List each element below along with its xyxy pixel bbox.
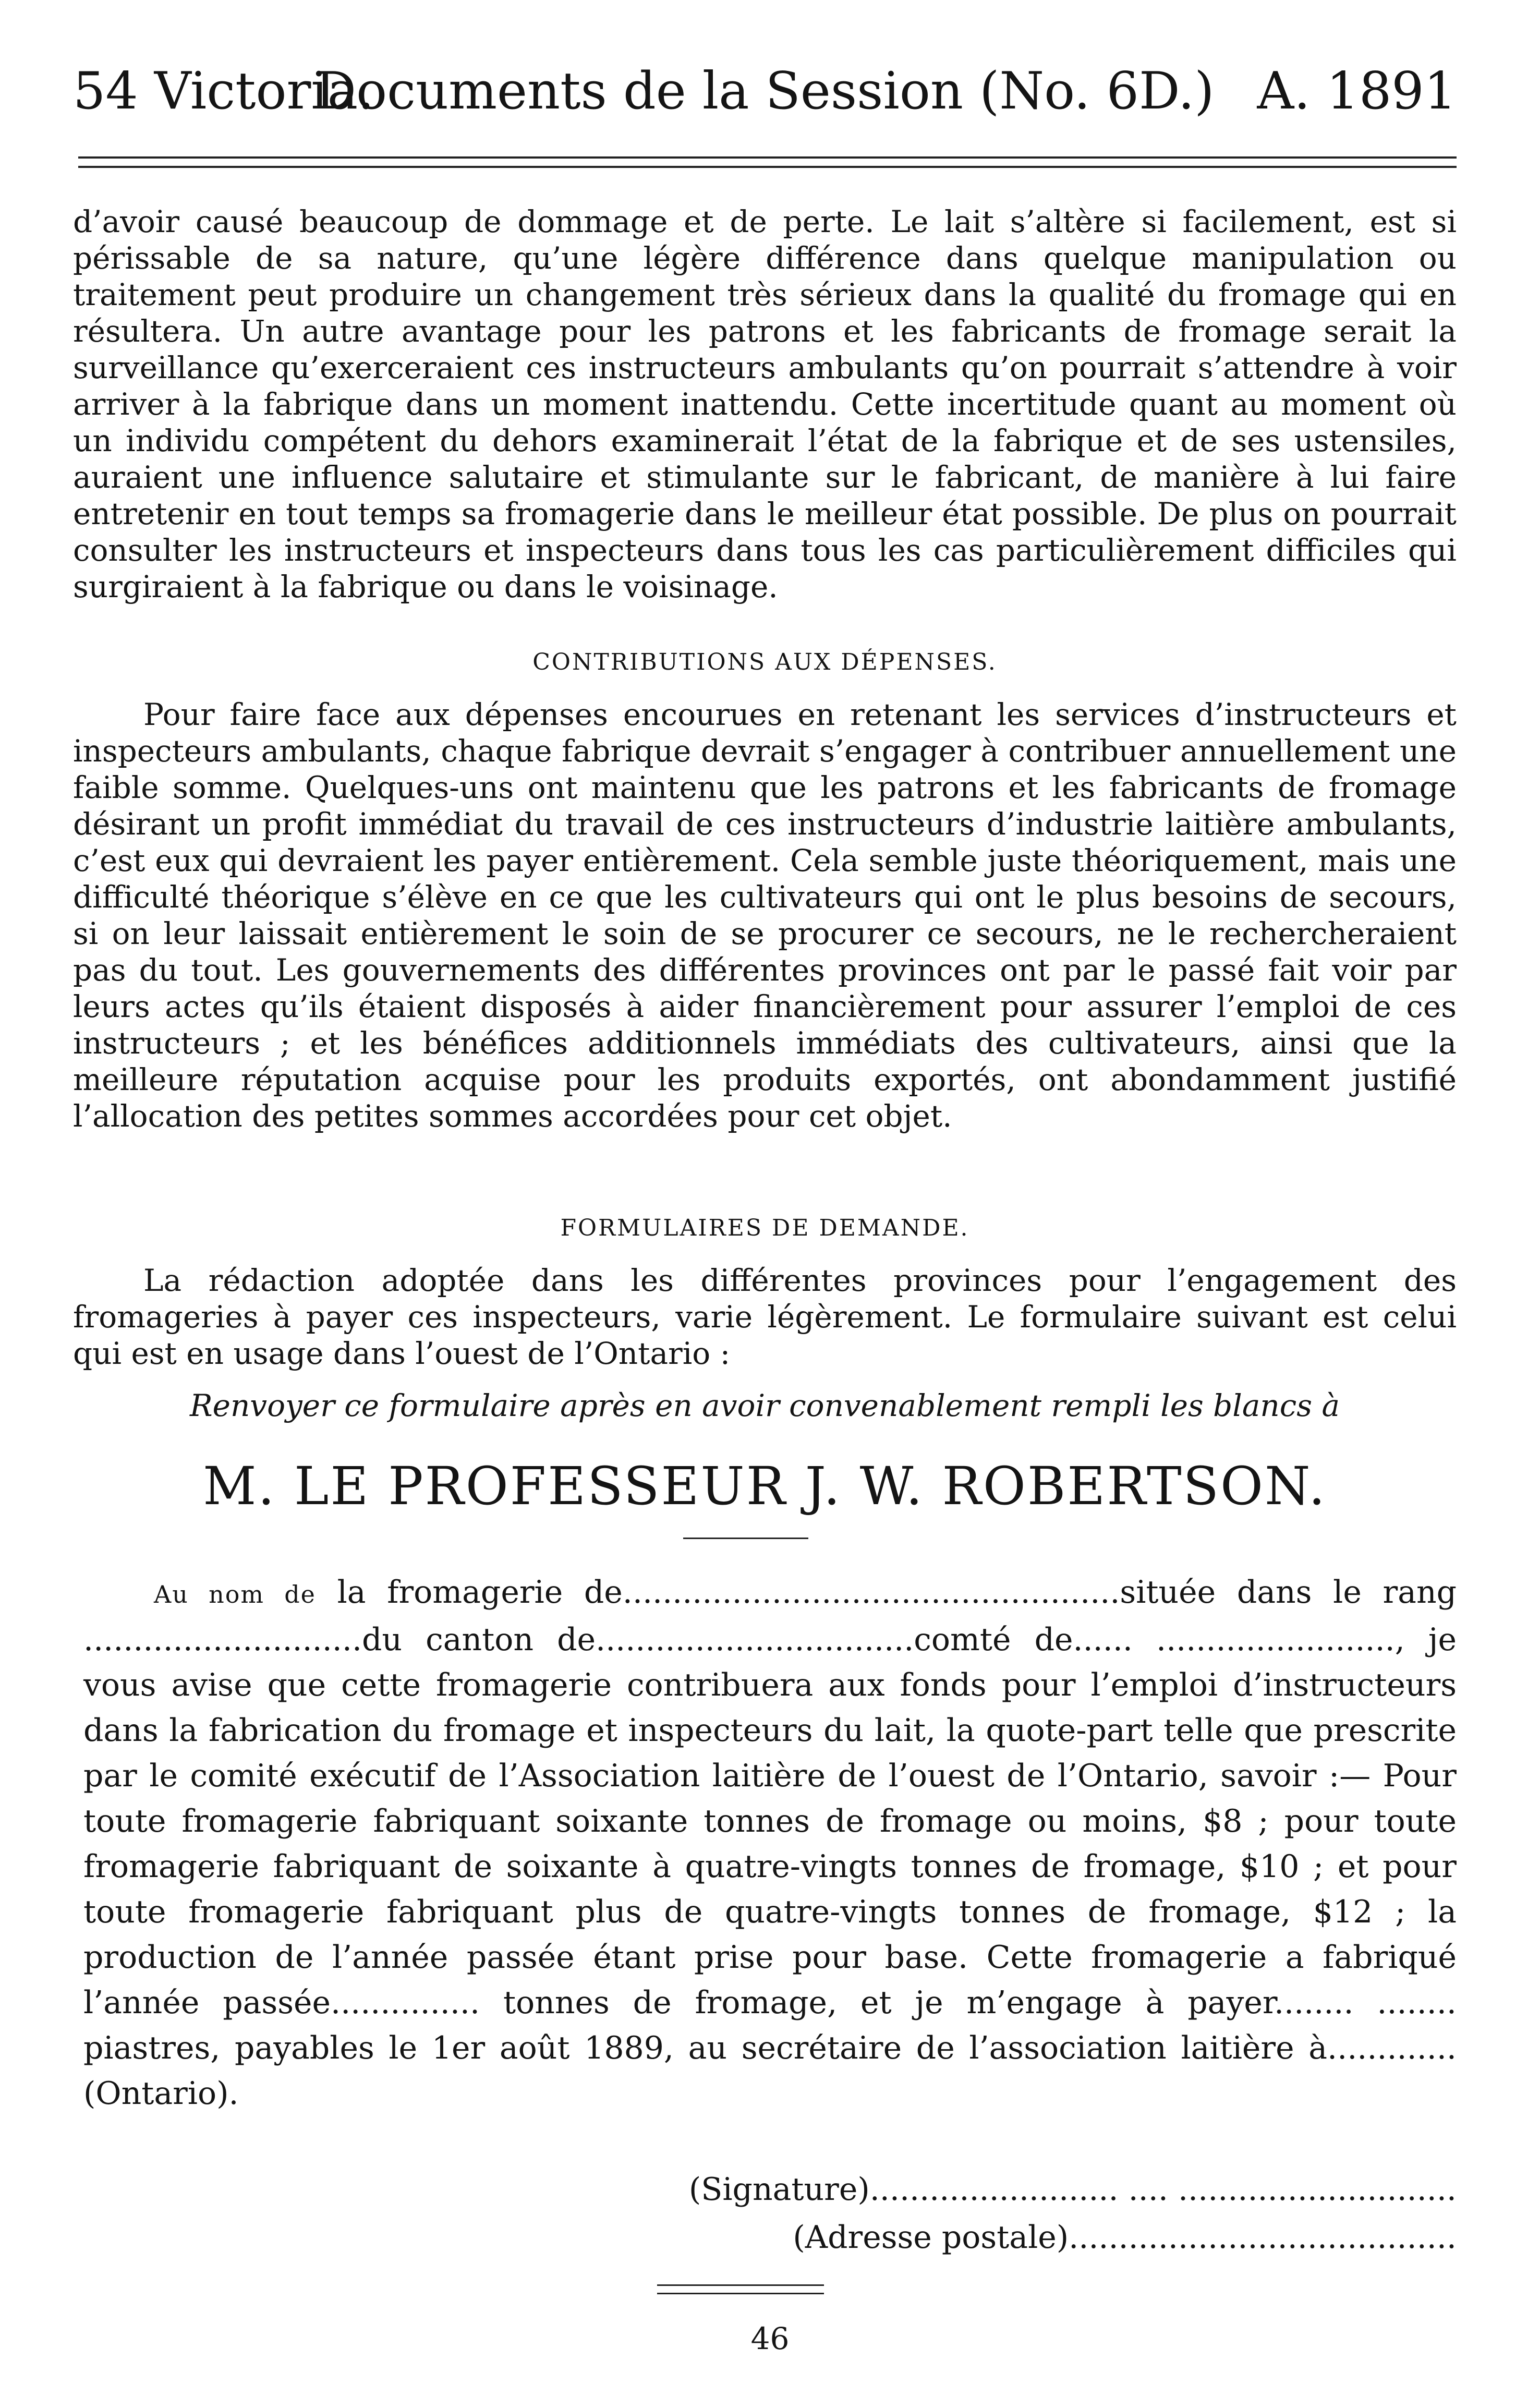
footer-rule-top (657, 2284, 824, 2286)
subscription-form (83, 1570, 1457, 2116)
signature-line: (Signature)......................... .... ............................ (688, 2171, 1457, 2208)
postal-address-line: (Adresse postale)....................................... (793, 2219, 1457, 2256)
paragraph-contributions: Pour faire face aux dépenses encourues en retenant les services d’instructeurs et inspecteurs ambulants, chaque fabrique devrait s’engager à contribuer annuellement une faible somme. Quelques-uns ont maintenu que les patrons et les fabricants de fromage désirant un profit immédiat du travail de ces instructeurs d’industrie laitière ambulants, c’est eux qui devraient les payer entièrement. Cela semble juste théoriquement, mais une difficulté théorique s’élève en ce que les cultivateurs qui ont le plus besoins de secours, si on leur laissait entièrement le soin de se procurer ce secours, ne le rechercheraient pas du tout. Les gouvernements des différentes provinces ont par le passé fait voir par leurs actes qu’ils étaient disposés à aider financièrement pour assurer l’emploi de ces instructeurs ; et les bénéfices additionnels immédiats des cultivateurs, ainsi que la meilleure réputation acquise pour les produits exportés, ont abondamment justifié l’allocation des petites sommes accordées pour cet objet. (73, 697, 1457, 1134)
section-heading-contributions: CONTRIBUTIONS AUX DÉPENSES. (532, 649, 997, 675)
page-number: 46 (750, 2321, 790, 2356)
running-head-volume: 54 Victoria. (73, 62, 374, 121)
header-rule-top (78, 156, 1457, 159)
section-heading-forms: FORMULAIRES DE DEMANDE. (560, 1215, 969, 1241)
paragraph-forms-intro: La rédaction adoptée dans les différentes provinces pour l’engagement des fromageries à payer ces inspecteurs, varie légèrement. Le formulaire suivant est celui qui est en usage dans l’ouest de l’Ontario : (73, 1263, 1457, 1371)
form-opening: Au nom de (154, 1580, 316, 1608)
running-head-title: Documents de la Session (No. 6D.) (315, 62, 1215, 121)
addressee-rule (683, 1538, 808, 1539)
form-body (83, 1570, 1457, 2116)
running-head-year: A. 1891 (1257, 62, 1457, 121)
running-head (73, 63, 1457, 120)
form-addressee: M. LE PROFESSEUR J. W. ROBERTSON. (203, 1456, 1327, 1517)
paragraph-inspection-benefits: d’avoir causé beaucoup de dommage et de perte. Le lait s’altère si facilement, est si périssable de sa nature, qu’une légère différence dans quelque manipulation ou traitement peut produire un changement très sérieux dans la qualité du fromage qui en résultera. Un autre avantage pour les patrons et les fabricants de fromage serait la surveillance qu’exerceraient ces instructeurs ambulants qu’on pourrait s’attendre à voir arriver à la fabrique dans un moment inattendu. Cette incertitude quant au moment où un individu compétent du dehors examinerait l’état de la fabrique et de ses ustensiles, auraient une influence salutaire et stimulante sur le fabricant, de manière à lui faire entretenir en tout temps sa fromagerie dans le meilleur état possible. De plus on pourrait consulter les instructeurs et inspecteurs dans tous les cas particulièrement difficiles qui surgiraient à la fabrique ou dans le voisinage. (73, 204, 1457, 604)
form-return-instruction: Renvoyer ce formulaire après en avoir convenablement rempli les blancs à (189, 1388, 1340, 1423)
footer-rule-bottom (657, 2293, 824, 2294)
header-rule-bottom (78, 166, 1457, 168)
form-body-text: la fromagerie de..................................................située dans le rang ............................du canton de................................comté de...... ........................, je vous avise que cette fromagerie contribuera aux fonds pour l’emploi d’instructeurs dans la fabrication du fromage et inspecteurs du lait, la quote-part telle que prescrite par le comité exécutif de l’Association laitière de l’ouest de l’Ontario, savoir :— Pour toute fromagerie fabriquant soixante tonnes de fromage ou moins, $8 ; pour toute fromagerie fabriquant de soixante à quatre-vingts tonnes de fromage, $10 ; et pour toute fromagerie fabriquant plus de quatre-vingts tonnes de fromage, $12 ; la production de l’année passée étant prise pour base. Cette fromagerie a fabriqué l’année passée............... tonnes de fromage, et je m’engage à payer........ ........ piastres, payables le 1er août 1889, au secrétaire de l’association laitière à............. (Ontario). (83, 1574, 1457, 2112)
